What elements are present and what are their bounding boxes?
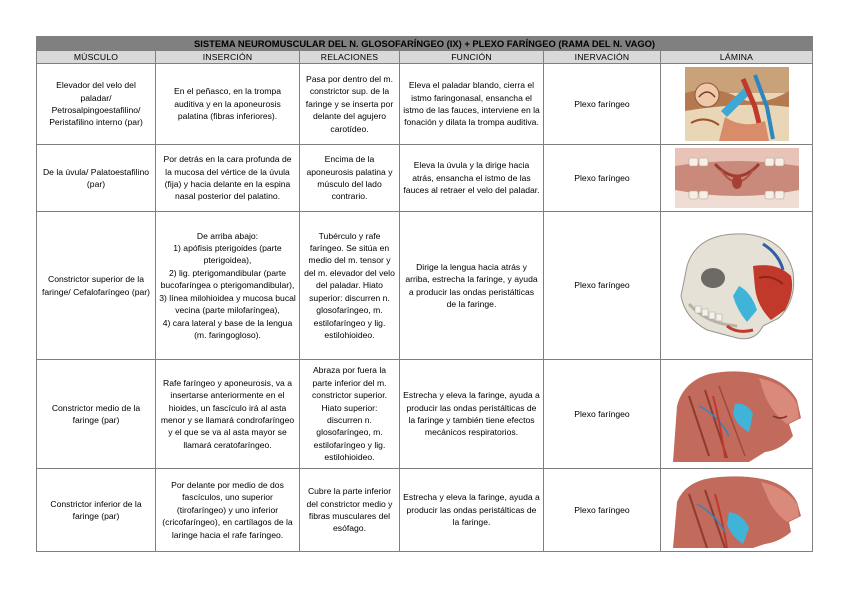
cell-image bbox=[661, 64, 813, 145]
header-insertion: INSERCIÓN bbox=[156, 51, 300, 64]
table-row bbox=[37, 145, 813, 212]
anatomy-neck-lower-illustration-icon bbox=[669, 472, 805, 548]
cell-function: Estrecha y eleva la faringe, ayuda a producir las ondas peristálticas de la faringe. bbox=[400, 469, 544, 552]
insertion-line: 2) lig. pterigomandibular (parte bucofaríngea o pterigomandibular), bbox=[160, 267, 295, 291]
cell-image bbox=[661, 469, 813, 552]
title-row bbox=[37, 37, 813, 51]
cell-function: Eleva la úvula y la dirige hacia atrás, ensancha el istmo de las fauces al retraer el velo del paladar. bbox=[400, 145, 544, 212]
cell-muscle: Constrictor superior de la faringe/ Cefalofaríngeo (par) bbox=[37, 212, 156, 360]
cell-muscle: De la úvula/ Palatoestafilino (par) bbox=[37, 145, 156, 212]
cell-insertion: Por delante por medio de dos fascículos, uno superior (tirofaríngeo) y uno inferior (cricofaríngeo), en cartílagos de la laringe hacia el rafe faríngeo. bbox=[156, 469, 300, 552]
header-muscle: MÚSCULO bbox=[37, 51, 156, 64]
cell-function: Eleva el paladar blando, cierra el istmo faringonasal, ensancha el istmo de las fauces, interviene en la fonación y dilata la trompa auditiva. bbox=[400, 64, 544, 145]
muscle-table bbox=[36, 36, 813, 552]
cell-relations: Pasa por dentro del m. constrictor sup. de la faringe y se inserta por delante del agujero carotídeo. bbox=[300, 64, 400, 145]
insertion-line: 1) apófisis pterigoides (parte pterigoidea), bbox=[173, 243, 282, 266]
cell-image bbox=[661, 360, 813, 469]
cell-muscle: Elevador del velo del paladar/ Petrosalpingoestafilino/ Peristafilino interno (par) bbox=[37, 64, 156, 145]
table-row bbox=[37, 212, 813, 360]
cell-innervation: Plexo faríngeo bbox=[544, 145, 661, 212]
cell-function: Dirige la lengua hacia atrás y arriba, estrecha la faringe, y ayuda a producir las ondas peristálticas de la faringe. bbox=[400, 212, 544, 360]
anatomy-ear-palate-illustration-icon bbox=[685, 67, 789, 141]
header-row bbox=[37, 51, 813, 64]
anatomy-skull-pharynx-illustration-icon bbox=[667, 226, 807, 346]
insertion-line: 3) línea milohioidea y mucosa bucal vecina (parte milofaríngea), bbox=[159, 292, 296, 316]
insertion-line: De arriba abajo: bbox=[196, 230, 259, 241]
cell-relations: Cubre la parte inferior del constrictor medio y fibras musculares del esófago. bbox=[300, 469, 400, 552]
cell-relations: Abraza por fuera la parte inferior del m. constrictor superior. Hiato superior: discurren n. glosofaríngeo, m. estilofaríngeo y lig. estilohioideo. bbox=[300, 360, 400, 469]
cell-insertion: Rafe faríngeo y aponeurosis, va a insertarse anteriormente en el hioides, un fascículo irá al asta menor y se llamará condrofaríngeo y el que se va al asta mayor se llamará ceratofaríngeo. bbox=[156, 360, 300, 469]
table-row bbox=[37, 469, 813, 552]
cell-image bbox=[661, 145, 813, 212]
cell-innervation: Plexo faríngeo bbox=[544, 469, 661, 552]
anatomy-palate-muscles-illustration-icon bbox=[675, 148, 799, 208]
cell-insertion: Por detrás en la cara profunda de la mucosa del vértice de la úvula (fija) y hacia delante en la espina nasal posterior del palatino. bbox=[156, 145, 300, 212]
header-function: FUNCIÓN bbox=[400, 51, 544, 64]
header-relations: RELACIONES bbox=[300, 51, 400, 64]
insertion-line: 4) cara lateral y base de la lengua (m. faringogloso). bbox=[162, 317, 293, 340]
cell-innervation: Plexo faríngeo bbox=[544, 212, 661, 360]
cell-innervation: Plexo faríngeo bbox=[544, 64, 661, 145]
cell-insertion: En el peñasco, en la trompa auditiva y en la aponeurosis palatina (fibras inferiores). bbox=[156, 64, 300, 145]
cell-image bbox=[661, 212, 813, 360]
cell-muscle: Constrictor inferior de la faringe (par) bbox=[37, 469, 156, 552]
cell-muscle: Constrictor medio de la faringe (par) bbox=[37, 360, 156, 469]
header-innervation: INERVACIÓN bbox=[544, 51, 661, 64]
cell-insertion bbox=[156, 212, 300, 360]
anatomy-neck-muscles-illustration-icon bbox=[669, 366, 805, 462]
cell-function: Estrecha y eleva la faringe, ayuda a producir las ondas peristálticas de la faringe y también tiene efectos mecánicos respiratorios. bbox=[400, 360, 544, 469]
cell-relations: Tubérculo y rafe faríngeo. Se sitúa en medio del m. tensor y del m. elevador del velo del paladar. Hiato superior: discurren n. glosofaríngeo, m. estilofaríngeo y lig. estilohioideo. bbox=[300, 212, 400, 360]
table-row bbox=[37, 64, 813, 145]
header-image: LÁMINA bbox=[661, 51, 813, 64]
cell-relations: Encima de la aponeurosis palatina y músculo del lado contrario. bbox=[300, 145, 400, 212]
table-row bbox=[37, 360, 813, 469]
table-title: SISTEMA NEUROMUSCULAR DEL N. GLOSOFARÍNGEO (IX) + PLEXO FARÍNGEO (RAMA DEL N. VAGO) bbox=[37, 37, 813, 51]
cell-innervation: Plexo faríngeo bbox=[544, 360, 661, 469]
